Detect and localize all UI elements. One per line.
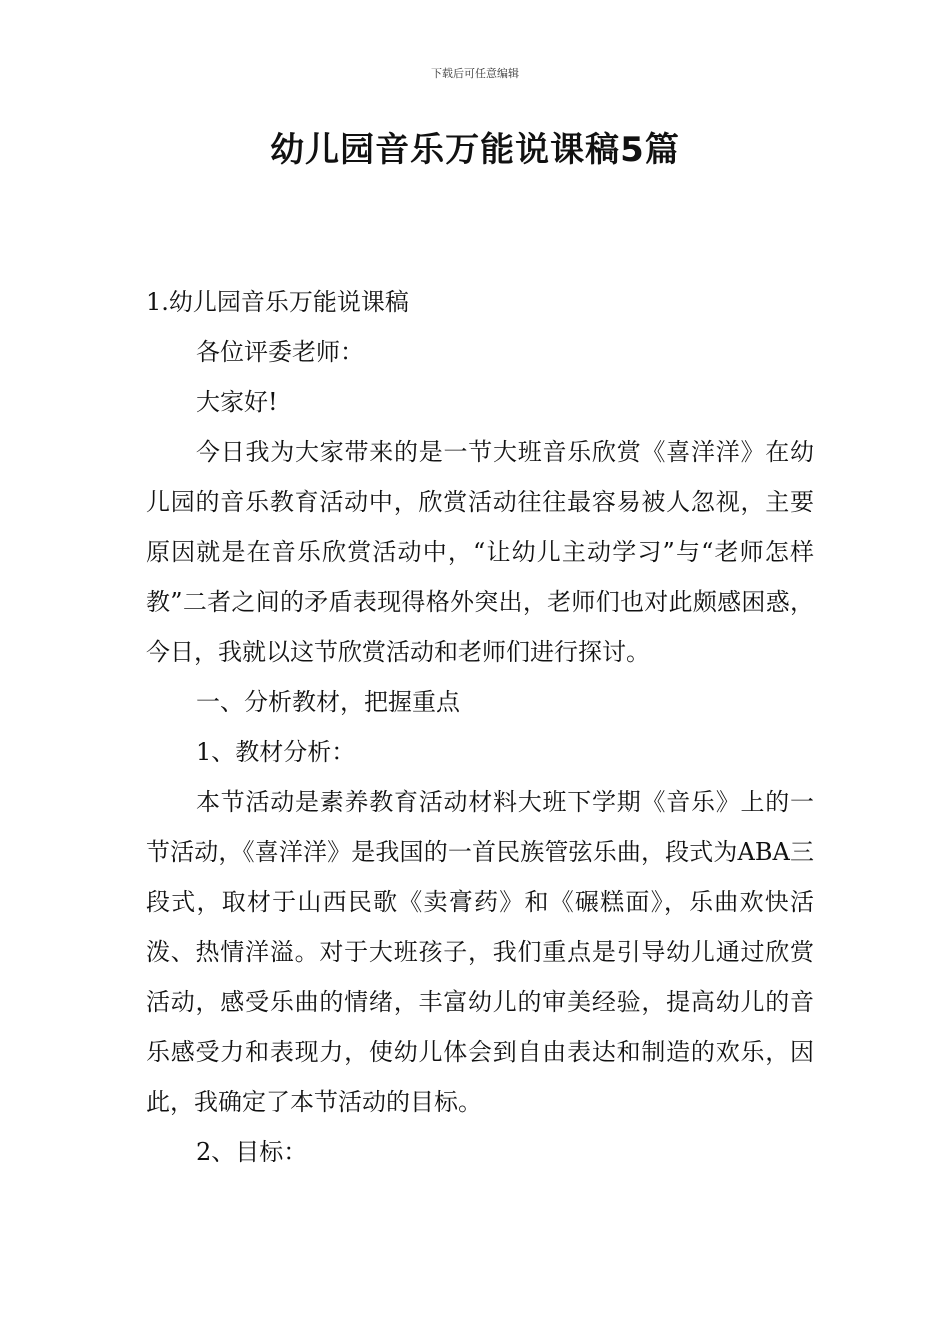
document-title: 幼儿园音乐万能说课稿5篇 — [270, 130, 680, 170]
heading-analysis: 一、分析教材，把握重点 — [196, 688, 460, 716]
heading-material-analysis: 1、教材分析： — [196, 738, 356, 766]
paragraph-material-analysis: 本节活动是素养教育活动材料大班下学期《音乐》上的一节活动，《喜洋洋》是我国的一首民族管弦乐曲，段式为ABA三段式，取材于山西民歌《卖膏药》和《碾糕面》，乐曲欢快活泼、热情洋溢。对于大班孩子，我们重点是引导幼儿通过欣赏活动，感受乐曲的情绪，丰富幼儿的审美经验，提高幼儿的音乐感受力和表现力，使幼儿体会到自由表达和制造的欢乐，因此，我确定了本节活动的目标。 — [146, 788, 814, 1116]
paragraph-introduction: 今日我为大家带来的是一节大班音乐欣赏《喜洋洋》在幼儿园的音乐教育活动中，欣赏活动往往最容易被人忽视，主要原因就是在音乐欣赏活动中，“让幼儿主动学习”与“老师怎样教”二者之间的矛盾表现得格外突出，老师们也对此颇感困惑，今日，我就以这节欣赏活动和老师们进行探讨。 — [146, 438, 814, 666]
section-title: 1.幼儿园音乐万能说课稿 — [146, 288, 409, 316]
heading-goals: 2、目标： — [196, 1138, 308, 1166]
header-note: 下载后可任意编辑 — [431, 67, 519, 80]
paragraph-greeting-audience: 各位评委老师： — [196, 338, 364, 366]
document-body — [146, 277, 814, 1177]
paragraph-greeting: 大家好! — [196, 388, 278, 416]
